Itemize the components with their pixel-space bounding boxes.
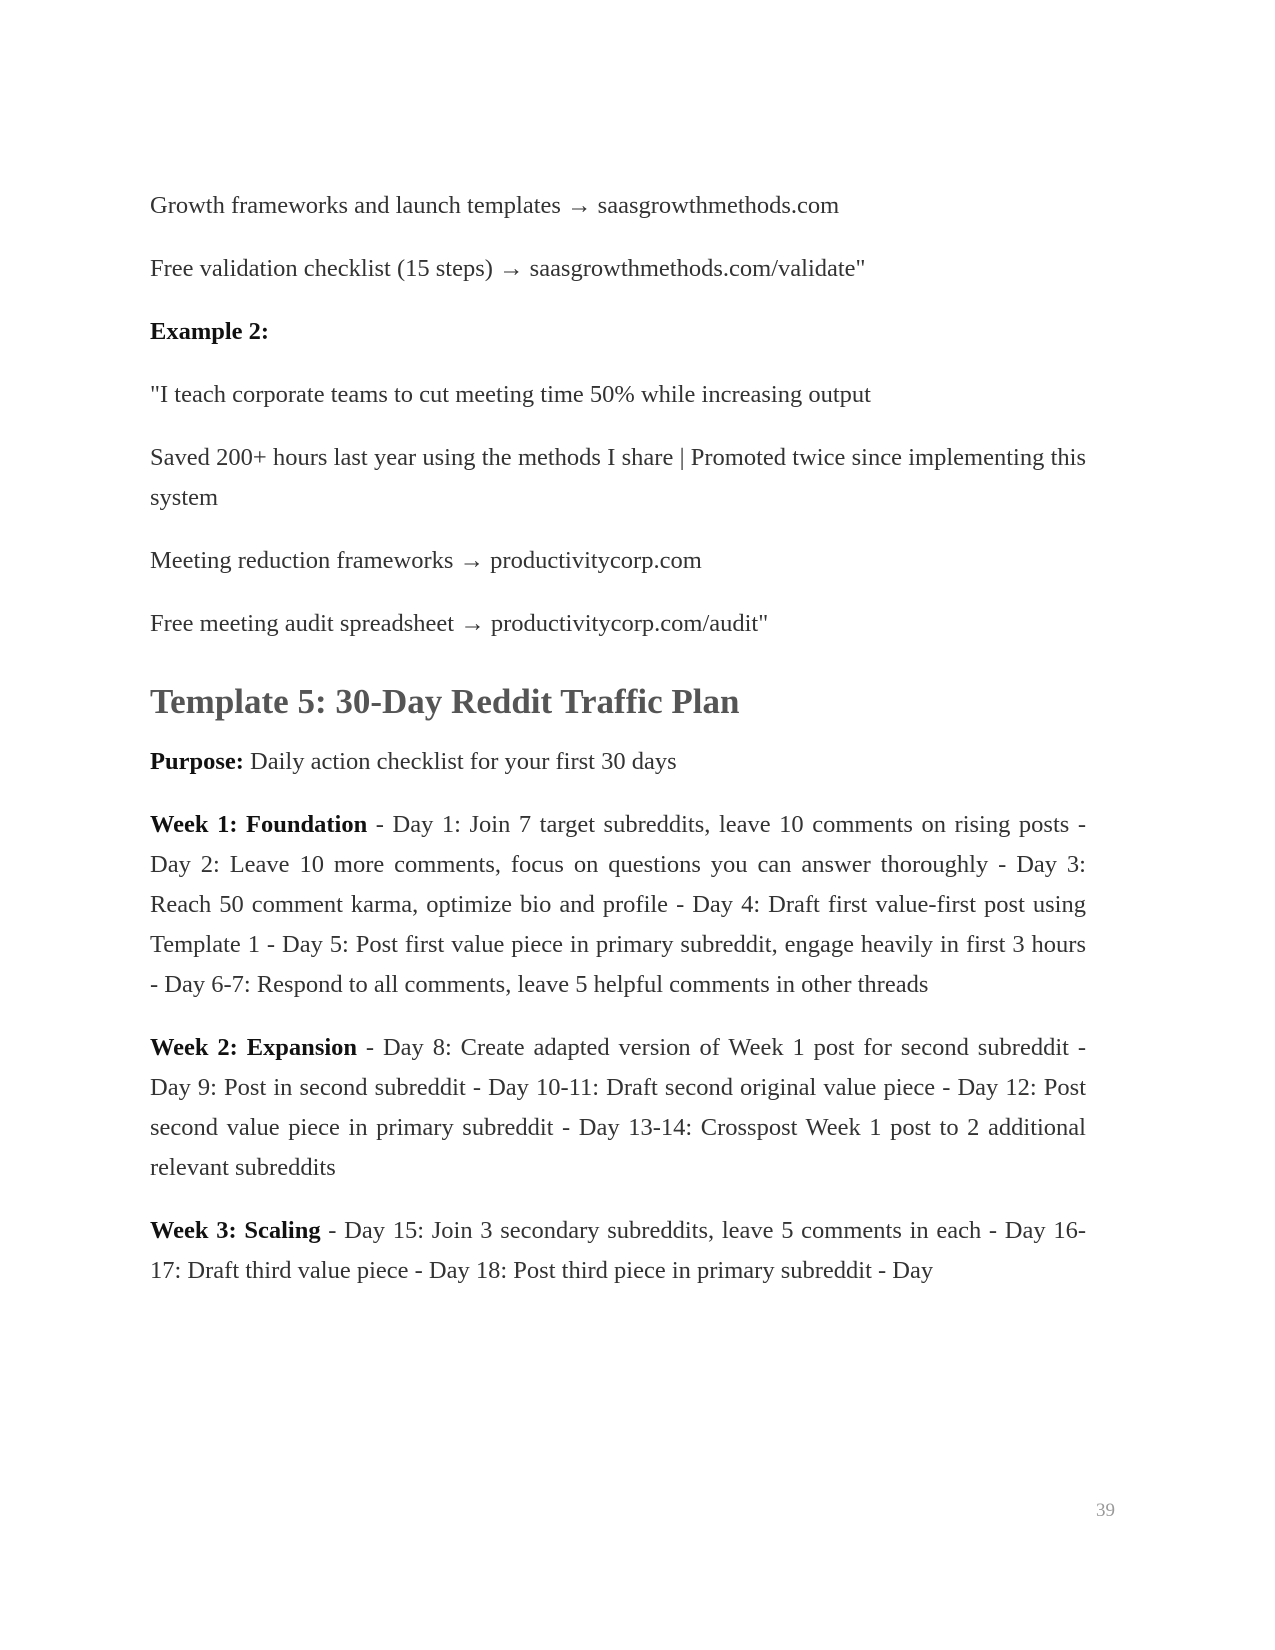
resource-line-growth-frameworks: Growth frameworks and launch templates → saasgrowthmethods.com — [150, 192, 840, 219]
week-3-paragraph — [150, 1211, 1086, 1291]
example-2-line-1: "I teach corporate teams to cut meeting time 50% while increasing output — [150, 381, 871, 408]
purpose-label: Purpose: — [150, 748, 244, 775]
week-1-label: Week 1: Foundation — [150, 811, 368, 838]
week-1-paragraph — [150, 805, 1086, 1005]
template-5-heading: Template 5: 30-Day Reddit Traffic Plan — [150, 682, 740, 721]
purpose-paragraph — [150, 742, 1086, 782]
example-2-line-3: Meeting reduction frameworks → productivitycorp.com — [150, 547, 702, 574]
week-1-text: - Day 1: Join 7 target subreddits, leave 10 comments on rising posts - Day 2: Leave 10 more comments, focus on questions you can answer thoroughly - Day 3: Reach 50 comment karma, optimize bio and profile - Day 4: Draft first value-first post using Template 1 - Day 5: Post first value piece in primary subreddit, engage heavily in first 3 hours - Day 6-7: Respond to all comments, leave 5 helpful comments in other threads — [150, 811, 1086, 998]
example-2-line-4: Free meeting audit spreadsheet → productivitycorp.com/audit" — [150, 610, 769, 637]
week-2-text: - Day 8: Create adapted version of Week 1 post for second subreddit - Day 9: Post in second subreddit - Day 10-11: Draft second original value piece - Day 12: Post second value piece in primary subreddit - Day 13-14: Crosspost Week 1 post to 2 additional relevant subreddits — [150, 1034, 1086, 1181]
week-3-text: - Day 15: Join 3 secondary subreddits, leave 5 comments in each - Day 16-17: Draft third value piece - Day 18: Post third piece in primary subreddit - Day — [150, 1217, 1086, 1284]
page-number: 39 — [1096, 1500, 1115, 1521]
purpose-text: Daily action checklist for your first 30 days — [243, 748, 677, 775]
resource-line-validation-checklist: Free validation checklist (15 steps) → saasgrowthmethods.com/validate" — [150, 255, 866, 282]
example-2-line-2: Saved 200+ hours last year using the methods I share | Promoted twice since implementing this system — [150, 444, 1086, 511]
week-2-label: Week 2: Expansion — [150, 1034, 358, 1061]
week-2-paragraph — [150, 1028, 1086, 1188]
document-page — [150, 186, 1086, 1314]
week-3-label: Week 3: Scaling — [150, 1217, 321, 1244]
example-2-heading: Example 2: — [150, 318, 270, 345]
